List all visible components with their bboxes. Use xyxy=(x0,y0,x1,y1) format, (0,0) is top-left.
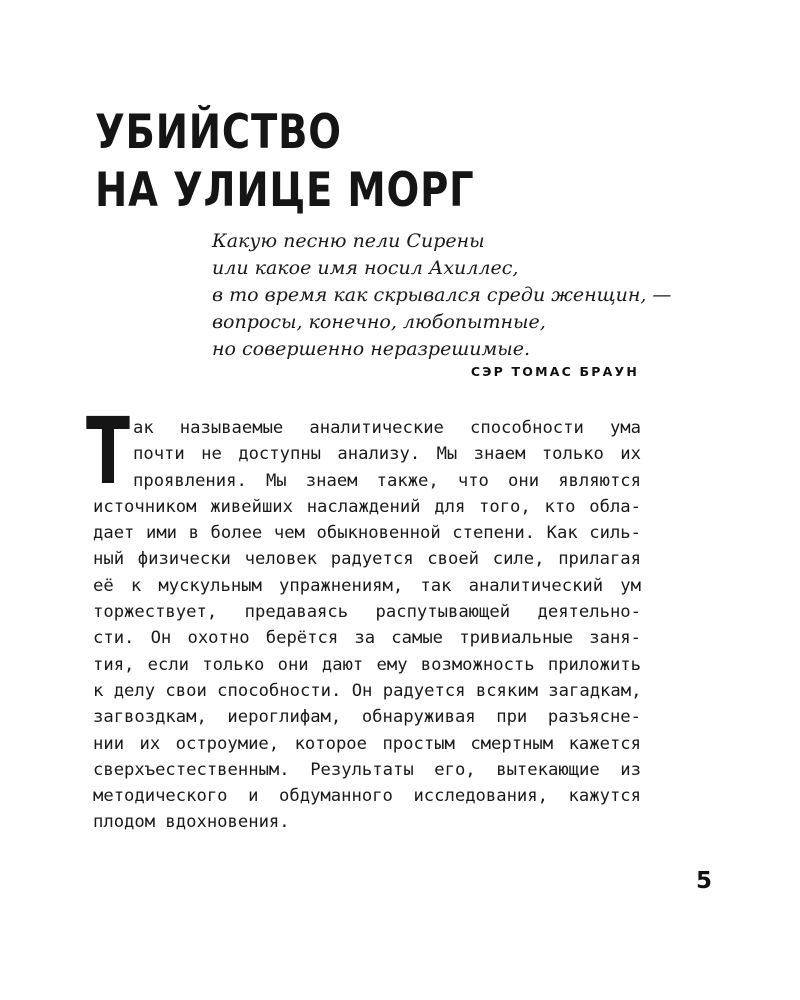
body-line: загвоздкам, иероглифам, обнаруживая при разъясне- xyxy=(93,707,641,728)
body-text xyxy=(93,415,641,836)
drop-cap: Т xyxy=(86,398,130,505)
body-line: сти. Он охотно берётся за самые тривиальные заня- xyxy=(93,628,641,649)
body-line: методического и обдуманного исследования, кажутся xyxy=(93,786,641,807)
body-line: к делу свои способности. Он радуется всяким загадкам, xyxy=(93,680,641,701)
epigraph-author: СЭР ТОМАС БРАУН xyxy=(470,364,639,379)
chapter-title xyxy=(95,104,554,220)
epigraph-line: или какое имя носил Ахиллес, xyxy=(212,257,519,279)
body-line: её к мускульным упражнениям, так аналитический ум xyxy=(93,575,641,596)
body-line: сверхъестественным. Результаты его, вытекающие из xyxy=(93,759,641,780)
page-number: 5 xyxy=(695,868,712,894)
chapter-title-line-1: УБИЙСТВО xyxy=(95,105,342,160)
epigraph-line: но совершенно неразрешимые. xyxy=(212,338,531,360)
body-line: тия, если только они дают ему возможность приложить xyxy=(93,654,641,675)
body-line: плодом вдохновения. xyxy=(93,812,290,833)
body-line: ный физически человек радуется своей силе, прилагая xyxy=(93,549,641,570)
epigraph-line: Какую песню пели Сирены xyxy=(212,230,485,252)
body-line: проявления. Мы знаем также, что они являются xyxy=(133,470,641,491)
body-line: почти не доступны анализу. Мы знаем только их xyxy=(133,444,641,465)
body-line: дает ими в более чем обыкновенной степени. Как силь- xyxy=(93,523,641,544)
chapter-title-line-2: НА УЛИЦЕ МОРГ xyxy=(95,163,475,218)
epigraph xyxy=(212,228,672,363)
body-line: источником живейших наслаждений для того, кто обла- xyxy=(93,496,641,517)
body-line: ак называемые аналитические способности ума xyxy=(133,418,641,438)
epigraph-line: вопросы, конечно, любопытные, xyxy=(212,311,546,333)
body-line: нии их остроумие, которое простым смертным кажется xyxy=(93,733,641,754)
body-line: торжествует, предаваясь распутывающей деятельно- xyxy=(93,602,641,623)
epigraph-line: в то время как скрывался среди женщин, — xyxy=(212,284,672,306)
